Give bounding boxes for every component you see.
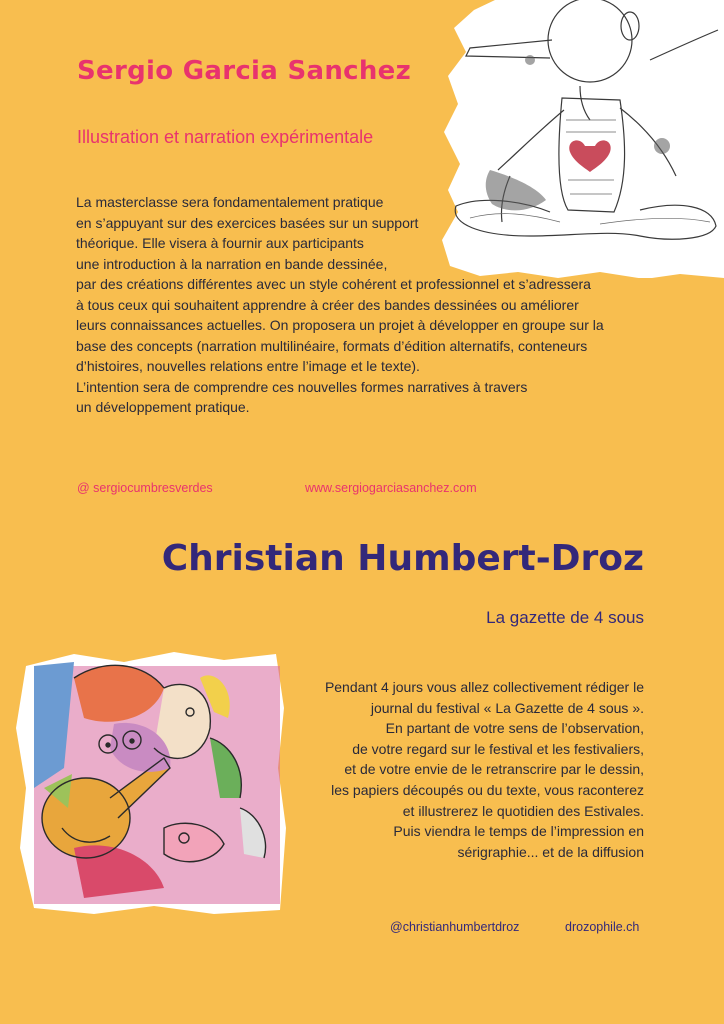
- description-line: théorique. Elle visera à fournir aux participants: [76, 235, 364, 251]
- description-line: d’histoires, nouvelles relations entre l’image et le texte).: [76, 358, 420, 374]
- sergio-instagram-link[interactable]: @ sergiocumbresverdes: [77, 481, 213, 495]
- description-line: leurs connaissances actuelles. On proposera un projet à développer en groupe sur la: [76, 317, 604, 333]
- description-line: et de votre envie de le retranscrire par le dessin,: [344, 761, 644, 778]
- description-line: et illustrerez le quotidien des Estivales.: [402, 802, 644, 819]
- description-line: base des concepts (narration multilinéaire, formats d’édition alternatifs, conteneurs: [76, 337, 588, 354]
- description-line: une introduction à la narration en bande dessinée,: [76, 255, 388, 272]
- christian-illustration: [14, 648, 286, 916]
- sergio-website-link[interactable]: www.sergiogarciasanchez.com: [305, 481, 477, 495]
- description-line: Puis viendra le temps de l’impression en: [393, 823, 644, 840]
- description-line: à tous ceux qui souhaitent apprendre à créer des bandes dessinées ou améliorer: [76, 296, 579, 313]
- sergio-subtitle: Illustration et narration expérimentale: [77, 127, 374, 147]
- description-line: Pendant 4 jours vous allez collectivement rédiger le: [324, 679, 644, 695]
- description-line: par des créations différentes avec un style cohérent et professionnel et s’adressera: [76, 276, 591, 292]
- description-line: journal du festival « La Gazette de 4 sous ».: [370, 699, 644, 716]
- description-line: de votre regard sur le festival et les festivaliers,: [352, 740, 644, 757]
- christian-website-link[interactable]: drozophile.ch: [565, 920, 640, 934]
- description-line: les papiers découpés ou du texte, vous raconterez: [331, 781, 644, 798]
- description-line: En partant de votre sens de l’observation,: [385, 720, 644, 737]
- sergio-name: Sergio Garcia Sanchez: [77, 56, 412, 86]
- description-line: un développement pratique.: [76, 399, 250, 415]
- sergio-description: [76, 192, 646, 418]
- description-line: La masterclasse sera fondamentalement pratique: [76, 194, 384, 210]
- description-line: sérigraphie... et de la diffusion: [457, 843, 644, 860]
- christian-instagram-link[interactable]: @christianhumbertdroz: [390, 920, 520, 934]
- christian-description: [284, 677, 644, 862]
- description-line: L’intention sera de comprendre ces nouvelles formes narratives à travers: [76, 378, 528, 395]
- christian-subtitle: La gazette de 4 sous: [486, 608, 644, 627]
- christian-name: Christian Humbert-Droz: [161, 538, 644, 579]
- description-line: en s’appuyant sur des exercices basées sur un support: [76, 214, 419, 231]
